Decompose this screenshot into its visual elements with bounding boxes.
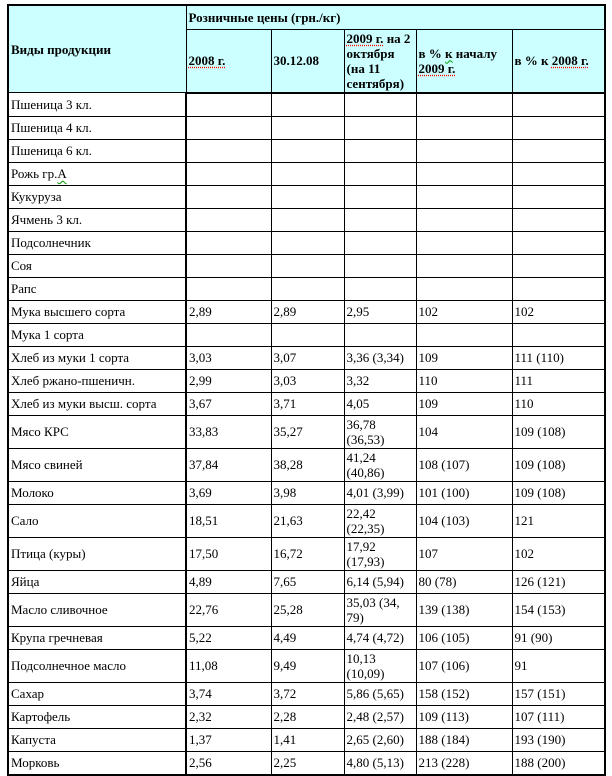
pct-to-2008-cell: 91 (90) [512, 626, 605, 649]
product-name: Подсолнечное масло [11, 658, 126, 673]
pct-to-2008-cell [512, 116, 605, 139]
col-header-30-12-08: 30.12.08 [271, 29, 344, 93]
pct-to-2008-cell [512, 323, 605, 346]
price-2009-october-cell: 2,65 (2,60) [344, 728, 416, 751]
price-2009-october-cell [344, 277, 416, 300]
product-name-cell [8, 415, 186, 448]
table-row [8, 728, 605, 751]
price-2008-cell: 5,22 [186, 626, 271, 649]
product-name: Птица (куры) [11, 546, 86, 561]
product-name-cell [8, 254, 186, 277]
product-name-cell [8, 185, 186, 208]
price-2009-october-cell: 22,42 (22,35) [344, 504, 416, 537]
price-30-12-08-cell: 3,03 [271, 369, 344, 392]
product-name-cell [8, 369, 186, 392]
price-2008-cell [186, 277, 271, 300]
product-name-cell [8, 116, 186, 139]
price-2009-october-cell: 4,05 [344, 392, 416, 415]
price-2009-october-cell: 4,80 (5,13) [344, 751, 416, 775]
table-row [8, 208, 605, 231]
product-name: Сахар [11, 686, 45, 701]
product-name-cell [8, 392, 186, 415]
pct-to-start-2009-cell [416, 208, 512, 231]
price-2008-cell: 33,83 [186, 415, 271, 448]
pct-to-2008-cell: 102 [512, 537, 605, 570]
product-name-cell [8, 705, 186, 728]
pct-start-prefix: в % [418, 45, 446, 61]
price-2008-cell [186, 323, 271, 346]
group-header-retail-prices: Розничные цены (грн./кг) [186, 5, 605, 29]
pct-to-start-2009-cell [416, 116, 512, 139]
pct-to-2008-cell: 126 (121) [512, 570, 605, 593]
price-2009-october-cell: 4,01 (3,99) [344, 481, 416, 504]
price-2009-october-cell: 5,86 (5,65) [344, 682, 416, 705]
product-name-cell [8, 682, 186, 705]
product-name-cell [8, 537, 186, 570]
table-row [8, 346, 605, 369]
price-2009-october-cell: 17,92 (17,93) [344, 537, 416, 570]
table-body [8, 93, 605, 775]
pct-2008-prefix: в % к [514, 53, 552, 68]
price-2009-october-cell [344, 116, 416, 139]
product-name: Картофель [11, 709, 71, 724]
pct-to-start-2009-cell: 109 [416, 346, 512, 369]
pct-to-start-2009-cell: 104 [416, 415, 512, 448]
pct-to-start-2009-cell: 104 (103) [416, 504, 512, 537]
price-30-12-08-cell: 4,49 [271, 626, 344, 649]
table-row [8, 593, 605, 626]
price-2009-october-cell: 35,03 (34, 79) [344, 593, 416, 626]
price-30-12-08-cell [271, 185, 344, 208]
price-30-12-08-cell: 9,49 [271, 649, 344, 682]
price-30-12-08-cell: 25,28 [271, 593, 344, 626]
table-row [8, 139, 605, 162]
pct-to-start-2009-cell [416, 93, 512, 117]
price-2009-october-cell [344, 185, 416, 208]
price-2008-cell: 3,74 [186, 682, 271, 705]
header-row-group [8, 5, 605, 29]
table-row [8, 392, 605, 415]
price-2008-cell: 3,69 [186, 481, 271, 504]
product-name-cell [8, 93, 186, 117]
pct-to-start-2009-cell: 139 (138) [416, 593, 512, 626]
table-row [8, 323, 605, 346]
product-name: Мука высшего сорта [11, 304, 126, 319]
pct-to-2008-cell [512, 208, 605, 231]
table-row [8, 116, 605, 139]
pct-to-2008-cell [512, 139, 605, 162]
product-name-spellcheck-mark: А [57, 166, 67, 181]
price-2009-october-cell [344, 139, 416, 162]
price-30-12-08-cell [271, 323, 344, 346]
price-2009-october-cell [344, 231, 416, 254]
product-name-cell [8, 346, 186, 369]
pct-to-2008-cell [512, 231, 605, 254]
product-name: Капуста [11, 732, 56, 747]
pct-to-start-2009-cell [416, 277, 512, 300]
price-2008-cell [186, 139, 271, 162]
product-name: Соя [11, 258, 32, 273]
pct-to-2008-cell: 111 (110) [512, 346, 605, 369]
price-2009-october-cell [344, 208, 416, 231]
price-2008-cell [186, 185, 271, 208]
pct-to-2008-cell [512, 277, 605, 300]
price-2008-cell [186, 93, 271, 117]
pct-to-start-2009-cell: 158 (152) [416, 682, 512, 705]
pct-to-2008-cell: 188 (200) [512, 751, 605, 775]
table-row [8, 751, 605, 775]
pct-to-start-2009-cell: 101 (100) [416, 481, 512, 504]
price-2009-october-cell: 10,13 (10,09) [344, 649, 416, 682]
price-30-12-08-cell [271, 231, 344, 254]
pct-start-mid: началу [452, 45, 497, 61]
price-2009-october-cell [344, 93, 416, 117]
price-2008-cell [186, 162, 271, 185]
price-30-12-08-cell [271, 277, 344, 300]
pct-to-start-2009-cell [416, 254, 512, 277]
price-2009-october-cell [344, 162, 416, 185]
price-2008-cell [186, 116, 271, 139]
product-name-cell [8, 448, 186, 481]
table-row [8, 162, 605, 185]
table-header [8, 5, 605, 93]
table-row [8, 185, 605, 208]
product-name: Мясо свиней [11, 457, 83, 472]
pct-to-2008-cell: 91 [512, 649, 605, 682]
price-2008-cell: 11,08 [186, 649, 271, 682]
table-row [8, 93, 605, 117]
pct-start-year: 2009 г. [418, 60, 456, 76]
price-30-12-08-cell: 38,28 [271, 448, 344, 481]
price-30-12-08-cell [271, 93, 344, 117]
price-30-12-08-cell: 3,98 [271, 481, 344, 504]
product-name: Рожь гр. [11, 166, 58, 181]
col-header-pct-2008 [512, 29, 605, 93]
price-30-12-08-cell: 3,71 [271, 392, 344, 415]
product-name: Морковь [11, 755, 60, 770]
product-name-cell [8, 728, 186, 751]
pct-to-start-2009-cell: 80 (78) [416, 570, 512, 593]
product-name: Пшеница 6 кл. [11, 143, 92, 158]
price-2008-cell: 3,03 [186, 346, 271, 369]
col-header-2008 [186, 29, 271, 93]
col-header-products: Виды продукции [8, 5, 186, 93]
price-2009-october-cell: 6,14 (5,94) [344, 570, 416, 593]
product-name: Подсолнечник [11, 235, 91, 250]
price-2009-october-cell: 41,24 (40,86) [344, 448, 416, 481]
price-2008-cell [186, 254, 271, 277]
product-name: Молоко [11, 485, 54, 500]
pct-to-2008-cell: 111 [512, 369, 605, 392]
price-2009-october-cell: 2,48 (2,57) [344, 705, 416, 728]
price-2008-cell: 2,56 [186, 751, 271, 775]
price-2008-cell [186, 231, 271, 254]
pct-to-start-2009-cell [416, 139, 512, 162]
pct-to-start-2009-cell: 107 (106) [416, 649, 512, 682]
product-name-cell [8, 162, 186, 185]
pct-to-2008-cell: 109 (108) [512, 415, 605, 448]
table-row [8, 649, 605, 682]
price-2008-cell: 1,37 [186, 728, 271, 751]
col-header-2009-year: 2009 г. [346, 30, 384, 46]
product-name: Хлеб из муки высш. сорта [11, 396, 157, 411]
product-name: Сало [11, 513, 39, 528]
pct-to-start-2009-cell [416, 185, 512, 208]
price-2008-cell [186, 208, 271, 231]
price-30-12-08-cell [271, 254, 344, 277]
product-name-cell [8, 570, 186, 593]
price-30-12-08-cell: 2,89 [271, 300, 344, 323]
table-row [8, 300, 605, 323]
price-2009-october-cell [344, 254, 416, 277]
product-name: Мясо КРС [11, 424, 69, 439]
price-2008-cell: 2,89 [186, 300, 271, 323]
price-2009-october-cell: 2,95 [344, 300, 416, 323]
product-name-cell [8, 504, 186, 537]
price-2008-cell: 18,51 [186, 504, 271, 537]
table-row [8, 705, 605, 728]
pct-to-start-2009-cell [416, 231, 512, 254]
pct-to-2008-cell: 102 [512, 300, 605, 323]
table-row [8, 504, 605, 537]
product-name: Ячмень 3 кл. [11, 212, 83, 227]
pct-start-k: к [445, 45, 453, 61]
table-row [8, 448, 605, 481]
col-header-2009-october [344, 29, 416, 93]
table-row [8, 626, 605, 649]
pct-to-2008-cell [512, 162, 605, 185]
table-row [8, 481, 605, 504]
price-30-12-08-cell: 35,27 [271, 415, 344, 448]
price-30-12-08-cell: 7,65 [271, 570, 344, 593]
price-30-12-08-cell [271, 139, 344, 162]
product-name-cell [8, 231, 186, 254]
pct-to-2008-cell: 193 (190) [512, 728, 605, 751]
product-name-cell [8, 481, 186, 504]
product-name-cell [8, 323, 186, 346]
price-2008-cell: 37,84 [186, 448, 271, 481]
product-name: Пшеница 4 кл. [11, 120, 92, 135]
product-name: Крупа гречневая [11, 630, 103, 645]
price-2008-cell: 17,50 [186, 537, 271, 570]
price-30-12-08-cell [271, 208, 344, 231]
product-name-cell [8, 626, 186, 649]
pct-to-start-2009-cell [416, 323, 512, 346]
product-name: Хлеб ржано-пшеничн. [11, 373, 135, 388]
pct-to-start-2009-cell: 108 (107) [416, 448, 512, 481]
price-30-12-08-cell: 3,07 [271, 346, 344, 369]
pct-to-start-2009-cell: 107 [416, 537, 512, 570]
price-30-12-08-cell [271, 162, 344, 185]
table-row [8, 231, 605, 254]
price-2008-cell: 22,76 [186, 593, 271, 626]
pct-2008-year: 2008 г. [551, 53, 589, 68]
pct-to-start-2009-cell: 213 (228) [416, 751, 512, 775]
pct-to-2008-cell [512, 185, 605, 208]
pct-to-start-2009-cell: 109 [416, 392, 512, 415]
pct-to-start-2009-cell: 110 [416, 369, 512, 392]
price-2008-cell: 4,89 [186, 570, 271, 593]
product-name: Кукуруза [11, 189, 62, 204]
product-name-cell [8, 139, 186, 162]
price-30-12-08-cell: 2,25 [271, 751, 344, 775]
price-2008-cell: 2,32 [186, 705, 271, 728]
pct-to-start-2009-cell: 106 (105) [416, 626, 512, 649]
product-name-cell [8, 593, 186, 626]
pct-to-start-2009-cell: 109 (113) [416, 705, 512, 728]
price-2008-cell: 2,99 [186, 369, 271, 392]
price-30-12-08-cell: 2,28 [271, 705, 344, 728]
pct-to-2008-cell: 109 (108) [512, 448, 605, 481]
pct-to-2008-cell: 157 (151) [512, 682, 605, 705]
product-name-cell [8, 649, 186, 682]
pct-to-2008-cell: 121 [512, 504, 605, 537]
product-name-cell [8, 300, 186, 323]
price-2009-october-cell: 4,74 (4,72) [344, 626, 416, 649]
table-row [8, 369, 605, 392]
price-2008-cell: 3,67 [186, 392, 271, 415]
pct-to-start-2009-cell [416, 162, 512, 185]
product-name-cell [8, 277, 186, 300]
table-row [8, 682, 605, 705]
price-30-12-08-cell: 21,63 [271, 504, 344, 537]
product-name-cell [8, 751, 186, 775]
price-30-12-08-cell [271, 116, 344, 139]
pct-to-2008-cell: 154 (153) [512, 593, 605, 626]
pct-to-start-2009-cell: 188 (184) [416, 728, 512, 751]
table-row [8, 415, 605, 448]
product-name: Яйца [11, 574, 40, 589]
table-row [8, 277, 605, 300]
pct-to-2008-cell: 110 [512, 392, 605, 415]
pct-to-start-2009-cell: 102 [416, 300, 512, 323]
col-header-2009-rest: на 2 октября (на 11 сентября) [346, 30, 411, 91]
price-30-12-08-cell: 3,72 [271, 682, 344, 705]
col-header-pct-start-2009 [416, 29, 512, 93]
col-header-2008-label: 2008 г. [188, 53, 226, 68]
pct-to-2008-cell: 109 (108) [512, 481, 605, 504]
table-row [8, 254, 605, 277]
product-name: Пшеница 3 кл. [11, 96, 92, 112]
product-name: Хлеб из муки 1 сорта [11, 350, 130, 365]
price-2009-october-cell: 3,32 [344, 369, 416, 392]
pct-to-2008-cell [512, 93, 605, 117]
price-30-12-08-cell: 1,41 [271, 728, 344, 751]
price-30-12-08-cell: 16,72 [271, 537, 344, 570]
price-2009-october-cell: 3,36 (3,34) [344, 346, 416, 369]
table-row [8, 537, 605, 570]
retail-prices-table [7, 4, 606, 776]
pct-to-2008-cell: 107 (111) [512, 705, 605, 728]
product-name-cell [8, 208, 186, 231]
product-name: Масло сливочное [11, 602, 108, 617]
table-row [8, 570, 605, 593]
price-2009-october-cell: 36,78 (36,53) [344, 415, 416, 448]
product-name: Мука 1 сорта [11, 327, 84, 342]
price-2009-october-cell [344, 323, 416, 346]
product-name: Рапс [11, 281, 37, 296]
pct-to-2008-cell [512, 254, 605, 277]
